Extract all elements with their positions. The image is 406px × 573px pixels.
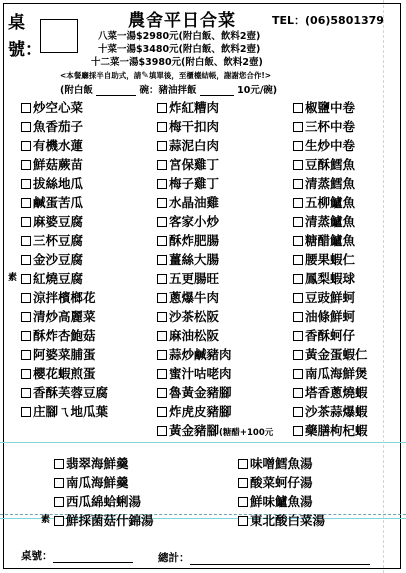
dish-name: 鮮味鱸魚湯 [250, 494, 313, 509]
menu-item[interactable] [293, 231, 368, 250]
menu-item[interactable] [157, 383, 273, 402]
checkbox[interactable] [21, 312, 31, 322]
checkbox[interactable] [157, 312, 167, 322]
menu-item[interactable] [293, 174, 368, 193]
footer-total [158, 550, 370, 565]
dish-name: 香酥蚵仔 [305, 328, 356, 343]
footer-total-label: 總計： [158, 552, 190, 564]
menu-item[interactable] [21, 345, 108, 364]
dish-name: 南瓜海鮮煲 [305, 366, 368, 381]
menu-item[interactable] [293, 345, 368, 364]
dish-name: 阿婆菜脯蛋 [33, 347, 96, 362]
dish-name: 南瓜海鮮羹 [66, 475, 129, 490]
dish-name: 蒜炒鹹豬肉 [169, 347, 232, 362]
price-note: (糖醋+100元 [219, 428, 274, 438]
dish-name: 水晶油雞 [169, 195, 220, 210]
dish-name: 翡翠海鮮羹 [66, 456, 129, 471]
guide-line-vertical [383, 0, 384, 573]
checkbox[interactable] [293, 141, 303, 151]
checkbox[interactable] [21, 198, 31, 208]
rice-price: 10元/碗) [237, 85, 278, 96]
checkbox[interactable] [157, 293, 167, 303]
dish-name: 金沙豆腐 [33, 252, 84, 267]
dish-name: 三杯豆腐 [33, 233, 84, 248]
dish-name: 鳳梨蝦球 [305, 271, 356, 286]
checkbox[interactable] [157, 350, 167, 360]
menu-item[interactable] [21, 383, 108, 402]
dish-name: 豆豉鮮蚵 [305, 290, 356, 305]
checkbox[interactable] [157, 198, 167, 208]
checkbox[interactable] [238, 516, 248, 526]
checkbox[interactable] [293, 103, 303, 113]
dish-name: 鮮菇蕨苗 [33, 157, 84, 172]
checkbox[interactable] [157, 217, 167, 227]
checkbox[interactable] [293, 160, 303, 170]
menu-item[interactable] [21, 250, 108, 269]
menu-item[interactable] [21, 136, 108, 155]
checkbox[interactable] [293, 274, 303, 284]
dish-name: 五更腸旺 [169, 271, 220, 286]
menu-item[interactable] [293, 307, 368, 326]
dish-name: 魚香茄子 [33, 119, 84, 134]
checkbox[interactable] [157, 103, 167, 113]
checkbox[interactable] [157, 331, 167, 341]
dish-name: 薑絲大腸 [169, 252, 220, 267]
menu-item[interactable] [157, 307, 273, 326]
menu-item[interactable] [293, 250, 368, 269]
set-menu-12: 十二菜一湯$3980元(附白飯、飲料2壺) [91, 57, 263, 68]
menu-item[interactable] [238, 473, 325, 492]
checkbox[interactable] [157, 179, 167, 189]
menu-item[interactable] [293, 326, 368, 345]
dish-name: 紅燒豆腐 [33, 271, 84, 286]
menu-column-vegetables [8, 98, 109, 421]
checkbox[interactable] [157, 236, 167, 246]
checkbox[interactable] [21, 369, 31, 379]
rice-count-blank[interactable] [96, 95, 136, 96]
notice-before: <本餐廳採半自助式，請 [60, 71, 142, 80]
footer-table [21, 548, 133, 563]
notice-after: 填單後，至櫃檯結帳，謝謝您合作!> [148, 71, 272, 80]
checkbox[interactable] [238, 459, 248, 469]
checkbox[interactable] [21, 388, 31, 398]
dish-name: 魯黃金豬腳 [169, 385, 232, 400]
soup-column-right [238, 454, 325, 530]
dish-name: 梅干扣肉 [169, 119, 220, 134]
menu-item[interactable] [54, 492, 154, 511]
menu-item[interactable] [293, 269, 368, 288]
checkbox[interactable] [21, 407, 31, 417]
checkbox[interactable] [21, 331, 31, 341]
dish-name: 腰果蝦仁 [305, 252, 356, 267]
checkbox[interactable] [293, 122, 303, 132]
checkbox[interactable] [293, 407, 303, 417]
checkbox[interactable] [54, 516, 64, 526]
checkbox[interactable] [157, 426, 167, 436]
dish-name: 鹹蛋苦瓜 [33, 195, 84, 210]
dish-name: 黃金蛋蝦仁 [305, 347, 368, 362]
checkbox[interactable] [21, 160, 31, 170]
menu-title: 農舍平日合菜 [128, 11, 236, 31]
checkbox[interactable] [21, 141, 31, 151]
menu-item[interactable] [157, 136, 273, 155]
menu-item[interactable] [21, 98, 108, 117]
menu-item[interactable] [157, 231, 273, 250]
dish-name: 蒜泥白肉 [169, 138, 220, 153]
dish-name: 庄腳ㄟ地瓜葉 [33, 404, 109, 419]
checkbox[interactable] [21, 122, 31, 132]
table-number-box[interactable] [40, 19, 78, 53]
set-menu-10: 十菜一湯$3480元(附白飯、飲料2壺) [98, 44, 261, 55]
menu-item[interactable] [21, 364, 108, 383]
checkbox[interactable] [21, 274, 31, 284]
checkbox[interactable] [293, 293, 303, 303]
menu-item[interactable] [238, 492, 325, 511]
dish-name: 酥炸杏鮑菇 [33, 328, 96, 343]
table-number-label: 桌號： [8, 13, 42, 60]
menu-item[interactable] [157, 421, 273, 440]
checkbox[interactable] [293, 255, 303, 265]
menu-item[interactable] [157, 250, 273, 269]
menu-item[interactable] [21, 326, 108, 345]
vegetarian-tag: 素 [8, 273, 18, 283]
menu-item[interactable] [21, 288, 108, 307]
checkbox[interactable] [293, 388, 303, 398]
checkbox[interactable] [157, 274, 167, 284]
set-menu-8: 八菜一湯$2980元(附白飯、飲料2壺) [98, 31, 261, 42]
checkbox[interactable] [21, 255, 31, 265]
checkbox[interactable] [54, 459, 64, 469]
menu-item[interactable] [157, 288, 273, 307]
menu-item[interactable] [21, 155, 108, 174]
telephone: TEL：(06)5801379 [272, 14, 384, 27]
menu-item[interactable] [293, 421, 368, 440]
guide-line-top [0, 442, 406, 443]
dish-name: 清蒸鱸魚 [305, 214, 356, 229]
checkbox[interactable] [293, 369, 303, 379]
menu-item[interactable] [157, 117, 273, 136]
checkbox[interactable] [293, 426, 303, 436]
menu-item[interactable] [157, 155, 273, 174]
menu-item[interactable] [293, 383, 368, 402]
checkbox[interactable] [293, 236, 303, 246]
menu-item[interactable] [54, 473, 154, 492]
dish-name: 香酥芙蓉豆腐 [33, 385, 109, 400]
dish-name: 清炒高麗菜 [33, 309, 96, 324]
menu-item[interactable] [21, 193, 108, 212]
dish-name: 蔥爆牛肉 [169, 290, 220, 305]
checkbox[interactable] [238, 478, 248, 488]
checkbox[interactable] [293, 312, 303, 322]
dish-name: 沙茶松阪 [169, 309, 220, 324]
dish-name: 炸虎皮豬腳 [169, 404, 232, 419]
dish-name: 酥炸肥腸 [169, 233, 220, 248]
dish-name: 五柳鱸魚 [305, 195, 356, 210]
checkbox[interactable] [293, 179, 303, 189]
rice-label: (附白飯 [60, 85, 93, 96]
menu-item[interactable] [157, 269, 273, 288]
menu-item[interactable] [8, 269, 108, 288]
menu-item[interactable] [293, 98, 368, 117]
menu-item[interactable] [293, 136, 368, 155]
dish-name: 清蒸鱈魚 [305, 176, 356, 191]
dish-name: 炸紅糟肉 [169, 100, 220, 115]
dish-name: 涼拌檳榔花 [33, 290, 96, 305]
checkbox[interactable] [293, 331, 303, 341]
dish-name: 沙茶蒜爆蝦 [305, 404, 368, 419]
dish-name: 麻婆豆腐 [33, 214, 84, 229]
dish-name: 蜜汁咕咾肉 [169, 366, 232, 381]
menu-item[interactable] [21, 402, 108, 421]
dish-name: 生炒中卷 [305, 138, 356, 153]
checkbox[interactable] [157, 160, 167, 170]
checkbox[interactable] [21, 350, 31, 360]
checkbox[interactable] [238, 497, 248, 507]
rice-line [60, 82, 277, 96]
dish-name: 梅子雞丁 [169, 176, 220, 191]
menu-item[interactable] [21, 231, 108, 250]
menu-item[interactable] [293, 117, 368, 136]
dish-name: 酸菜蚵仔湯 [250, 475, 313, 490]
checkbox[interactable] [54, 497, 64, 507]
dish-name: 三杯中卷 [305, 119, 356, 134]
checkbox[interactable] [157, 141, 167, 151]
menu-column-meat [157, 98, 273, 440]
checkbox[interactable] [293, 350, 303, 360]
dish-name: 味噌鱈魚湯 [250, 456, 313, 471]
menu-item[interactable] [21, 212, 108, 231]
footer-table-blank[interactable] [53, 562, 133, 563]
notice-text [60, 70, 271, 81]
checkbox[interactable] [21, 217, 31, 227]
menu-item[interactable] [293, 364, 368, 383]
checkbox[interactable] [21, 293, 31, 303]
dish-name: 炒空心菜 [33, 100, 84, 115]
dish-name: 麻油松阪 [169, 328, 220, 343]
lard-rice-count-blank[interactable] [200, 95, 234, 96]
dish-name: 椒鹽中卷 [305, 100, 356, 115]
menu-item[interactable] [157, 326, 273, 345]
menu-item[interactable] [157, 364, 273, 383]
checkbox[interactable] [293, 198, 303, 208]
dish-name: 東北酸白菜湯 [250, 513, 326, 528]
checkbox[interactable] [21, 179, 31, 189]
pencil-icon: ✎ [141, 71, 149, 81]
soup-column-left [41, 454, 154, 530]
dish-name: 糖醋鱸魚 [305, 233, 356, 248]
menu-item[interactable] [157, 98, 273, 117]
checkbox[interactable] [54, 478, 64, 488]
dish-name: 塔香蔥燒蝦 [305, 385, 368, 400]
rice-mid-label: 碗：豬油拌飯 [139, 85, 197, 96]
menu-item[interactable] [293, 155, 368, 174]
checkbox[interactable] [157, 122, 167, 132]
dish-name: 豆酥鱈魚 [305, 157, 356, 172]
dish-name: 油條鮮蚵 [305, 309, 356, 324]
dish-name: 藥膳枸杞蝦 [305, 423, 368, 438]
vegetarian-tag: 素 [41, 515, 51, 525]
dish-name: 客家小炒 [169, 214, 220, 229]
checkbox[interactable] [157, 388, 167, 398]
dish-name: 鮮採菌菇什錦湯 [66, 513, 154, 528]
menu-item[interactable] [41, 511, 154, 530]
menu-item[interactable] [293, 402, 368, 421]
menu-item[interactable] [157, 402, 273, 421]
checkbox[interactable] [21, 103, 31, 113]
footer-total-blank[interactable] [190, 564, 370, 565]
dish-name: 拔絲地瓜 [33, 176, 84, 191]
checkbox[interactable] [157, 255, 167, 265]
footer-table-label: 桌號： [21, 550, 53, 562]
menu-item[interactable] [293, 193, 368, 212]
menu-item[interactable] [293, 288, 368, 307]
dish-name: 有機水蓮 [33, 138, 84, 153]
menu-item[interactable] [157, 212, 273, 231]
menu-item[interactable] [157, 345, 273, 364]
menu-item[interactable] [157, 193, 273, 212]
menu-item[interactable] [293, 212, 368, 231]
checkbox[interactable] [293, 217, 303, 227]
menu-item[interactable] [21, 174, 108, 193]
menu-item[interactable] [21, 307, 108, 326]
checkbox[interactable] [157, 407, 167, 417]
checkbox[interactable] [157, 369, 167, 379]
dish-name: 西瓜綿蛤蜊湯 [66, 494, 142, 509]
dish-name: 櫻花蝦煎蛋 [33, 366, 96, 381]
menu-item[interactable] [238, 454, 325, 473]
menu-item[interactable] [54, 454, 154, 473]
menu-item[interactable] [238, 511, 325, 530]
dish-name: 黃金豬腳 [169, 423, 220, 438]
checkbox[interactable] [21, 236, 31, 246]
menu-item[interactable] [21, 117, 108, 136]
dish-name: 宮保雞丁 [169, 157, 220, 172]
menu-item[interactable] [157, 174, 273, 193]
menu-column-seafood [293, 98, 368, 440]
